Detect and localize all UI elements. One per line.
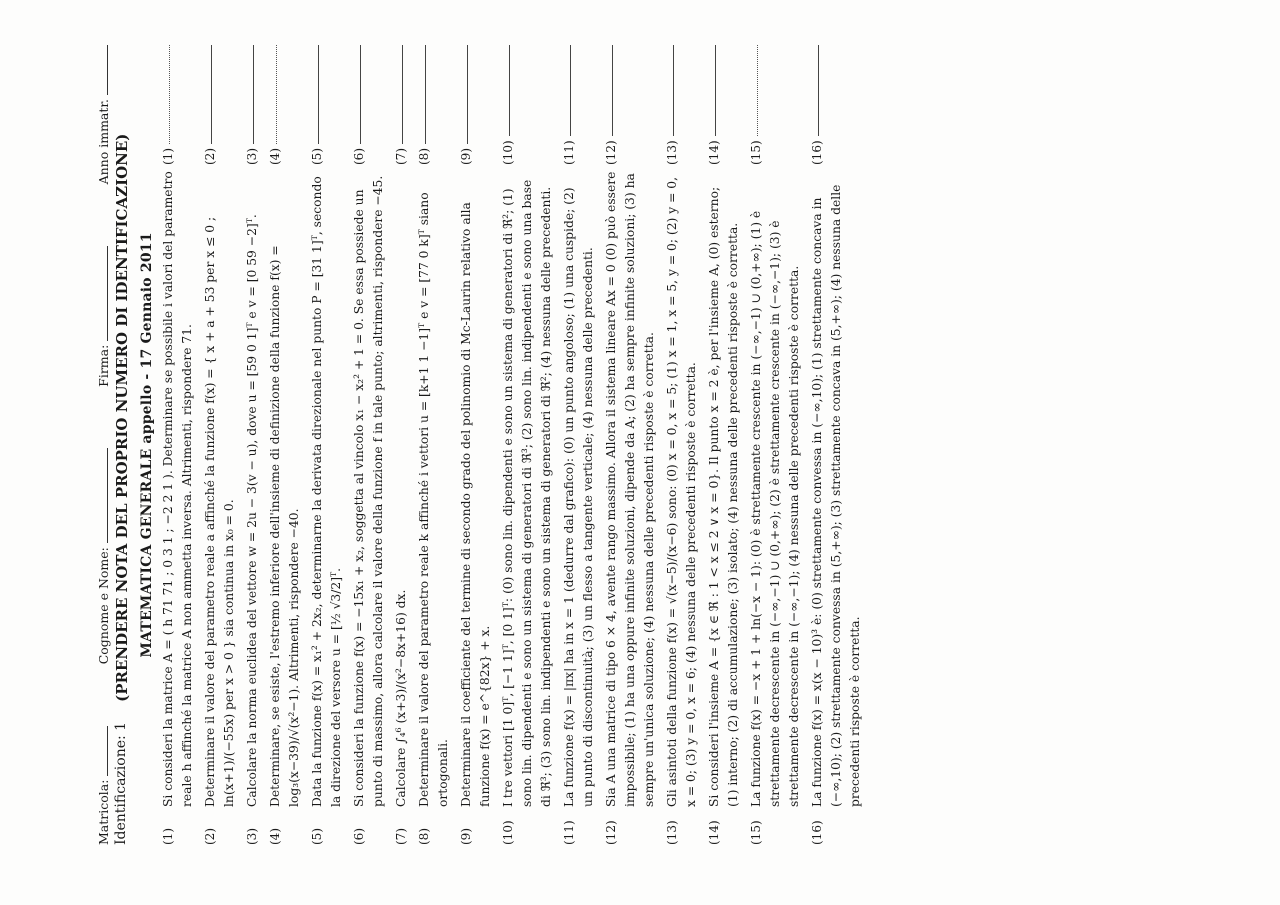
question-row xyxy=(415,45,453,845)
question-number: (12) xyxy=(604,820,618,845)
answer-slot xyxy=(499,45,556,165)
question-text: Determinare il coefficiente del termine di secondo grado del polinomio di Mc-Laurin relativo alla funzione f(x) = e^{82x} + x. xyxy=(459,202,492,807)
answer-line xyxy=(159,45,170,144)
question-text: Determinare il valore del parametro reale a affinché la funzione f(x) = { x + a + 53 per x ≤ 0 ; ln(x+1)/(−55x) per x > 0 } sia continua in x₀ = 0. xyxy=(203,216,236,807)
answer-slot xyxy=(350,45,388,165)
question-number: (16) xyxy=(810,820,824,845)
answer-line xyxy=(266,45,277,144)
answer-line xyxy=(392,45,403,144)
answer-line xyxy=(415,45,426,144)
answer-label: (7) xyxy=(394,148,408,165)
answer-label: (6) xyxy=(352,148,366,165)
answer-slot xyxy=(705,45,743,165)
question-number: (14) xyxy=(707,820,721,845)
answer-line xyxy=(201,45,212,144)
answer-slot xyxy=(415,45,453,165)
answer-slot xyxy=(243,45,262,165)
identification-note: (PRENDERE NOTA DEL PROPRIO NUMERO DI IDENTIFICAZIONE) xyxy=(113,133,131,702)
question-row xyxy=(747,45,804,845)
answer-label: (12) xyxy=(604,140,618,165)
question-row xyxy=(663,45,701,845)
question-text: Si consideri la matrice A = ( h 71 71 ; 0 3 1 ; −2 2 1 ). Determinare se possibile i valori del parametro reale h affinché la matrice A non ammetta inversa. Altrimenti, rispondere 71. xyxy=(161,171,194,807)
question-row xyxy=(560,45,598,845)
answer-line xyxy=(350,45,361,144)
answer-line xyxy=(747,45,758,136)
question-text: Si consideri l'insieme A = {x ∈ ℜ : 1 < x ≤ 2 ∨ x = 0}. Il punto x = 2 è, per l'insieme A, (0) esterno; (1) interno; (2) di accumulazione; (3) isolato; (4) nessuna delle precedenti risposte è corretta. xyxy=(707,186,740,807)
question-text: La funzione f(x) = |πx| ha in x = 1 (dedurre dal grafico): (0) un punto angoloso; (1) una cuspide; (2) un punto di discontinuità; (3) un flesso a tangente verticale; (4) nessuna delle precedenti. xyxy=(562,187,595,807)
answer-label: (13) xyxy=(665,140,679,165)
question-text: Gli asintoti della funzione f(x) = √(x−5)/(x−6) sono: (0) x = 0, x = 5; (1) x = 1, x = 5, y = 0; (2) y = 0, x = 0; (3) y = 0, x = 6; (4) nessuna delle precedenti risposte è corretta. xyxy=(665,176,698,807)
nome-label: Cognome e Nome: xyxy=(96,547,111,665)
question-number: (7) xyxy=(394,828,408,845)
anno-label: Anno immatr. xyxy=(96,99,111,185)
answer-slot xyxy=(663,45,701,165)
answer-line xyxy=(243,45,254,144)
answer-label: (2) xyxy=(203,148,217,165)
question-row xyxy=(350,45,388,845)
question-row xyxy=(392,45,411,845)
answer-slot xyxy=(308,45,346,165)
question-number: (10) xyxy=(501,820,515,845)
question-row xyxy=(705,45,743,845)
question-text: Data la funzione f(x) = x₁² + 2x₂, determinarne la derivata direzionale nel punto P = [31 1]ᵀ, secondo la direzione del versore u = [½ √3/2]ᵀ. xyxy=(310,176,343,807)
identification-line xyxy=(113,45,131,845)
exam-content xyxy=(96,45,865,845)
question-row xyxy=(457,45,495,845)
question-row xyxy=(308,45,346,845)
question-text: La funzione f(x) = x(x − 10)³ è: (0) strettamente convessa in (−∞,10); (1) strettamente concava in (−∞,10); (2) strettamente convessa in (5,+∞); (3) strettamente concava in (5,+∞); (4) nessuna delle precedenti risposte è corretta. xyxy=(810,184,862,807)
question-number: (11) xyxy=(562,820,576,845)
question-number: (9) xyxy=(459,828,473,845)
answer-slot xyxy=(457,45,495,165)
answer-label: (1) xyxy=(161,148,175,165)
answer-slot xyxy=(201,45,239,165)
question-row xyxy=(808,45,865,845)
answer-line xyxy=(560,45,571,136)
answer-slot xyxy=(602,45,659,165)
answer-line xyxy=(499,45,510,136)
question-text: I tre vettori [1 0]ᵀ, [−1 1]ᵀ, [0 1]ᵀ: (0) sono lin. dipendenti e sono un sistema di generatori di ℜ²; (1) sono lin. dipendenti e sono un sistema di generatori di ℜ³; (2) sono lin. indipendenti e sono una base di ℜ³; (3) sono lin. indipendenti e sono un sistema di generatori di ℜ²; (4) nessuna delle precedenti. xyxy=(501,179,553,807)
answer-line xyxy=(457,45,468,144)
question-number: (6) xyxy=(352,828,366,845)
question-row xyxy=(499,45,556,845)
question-row xyxy=(159,45,197,845)
anno-field xyxy=(96,45,111,184)
answer-line xyxy=(602,45,613,136)
answer-label: (4) xyxy=(268,148,282,165)
question-text: Sia A una matrice di tipo 6 × 4, avente rango massimo. Allora il sistema lineare Ax = 0 (0) può essere impossibile; (1) ha una oppure infinite soluzioni, dipende da A; (2) ha sempre infinite soluzioni; (3) ha sempre un'unica soluzione; (4) nessuna delle precedenti risposte è corretta. xyxy=(604,171,656,807)
answer-line xyxy=(308,45,319,144)
question-number: (13) xyxy=(665,820,679,845)
question-text: Calcolare ∫₄⁶ (x+3)/(x²−8x+16) dx. xyxy=(394,589,408,807)
answer-slot xyxy=(808,45,865,165)
answer-label: (10) xyxy=(501,140,515,165)
question-row xyxy=(602,45,659,845)
question-number: (4) xyxy=(268,828,282,845)
question-row xyxy=(243,45,262,845)
answer-slot xyxy=(747,45,804,165)
answer-label: (5) xyxy=(310,148,324,165)
matricola-field xyxy=(96,726,111,845)
answer-line xyxy=(663,45,674,136)
identification-label: Identificazione: 1 xyxy=(113,721,129,845)
firma-field xyxy=(96,246,111,387)
answer-label: (9) xyxy=(459,148,473,165)
answer-label: (3) xyxy=(245,148,259,165)
answer-line xyxy=(808,45,819,136)
question-number: (5) xyxy=(310,828,324,845)
question-row xyxy=(201,45,239,845)
nome-field xyxy=(96,448,111,664)
question-text: La funzione f(x) = −x + 1 + ln(−x − 1): (0) è strettamente crescente in (−∞,−1) ∪ (0,+∞); (1) è strettamente decrescente in (−∞,−1) ∪ (0,+∞); (2) è strettamente crescente in (−∞,−1); (3) è strettamente decrescente in (−∞,−1); (4) nessuna delle precedenti risposte è corretta. xyxy=(749,210,801,807)
question-text: Determinare, se esiste, l'estremo inferiore dell'insieme di definizione della funzione f(x) = log₃(x−39)/√(x²−1). Altrimenti, rispondere −40. xyxy=(268,245,301,807)
answer-label: (8) xyxy=(417,148,431,165)
question-text: Determinare il valore del parametro reale k affinché i vettori u = [k+1 1 −1]ᵀ e v = [77 0 k]ᵀ siano ortogonali. xyxy=(417,192,450,807)
answer-label: (14) xyxy=(707,140,721,165)
matricola-label: Matricola: xyxy=(96,779,111,845)
question-row xyxy=(266,45,304,845)
question-text: Calcolare la norma euclidea del vettore w = 2u − 3(v − u), dove u = [59 0 1]ᵀ e v = [0 59 −2]ᵀ. xyxy=(245,214,259,807)
answer-slot xyxy=(392,45,411,165)
question-number: (1) xyxy=(161,828,175,845)
firma-label: Firma: xyxy=(96,344,111,387)
answer-label: (11) xyxy=(562,140,576,165)
exam-title: MATEMATICA GENERALE appello - 17 Gennaio 2011 xyxy=(139,232,155,658)
answer-line xyxy=(705,45,716,136)
question-text: Si consideri la funzione f(x) = −15x₁ + x₂, soggetta al vincolo x₁ − x₂² + 1 = 0. Se essa possiede un punto di massimo, allora calcolare il valore della funzione f in tale punto; altrimenti, rispondere −45. xyxy=(352,175,385,807)
question-number: (8) xyxy=(417,828,431,845)
answer-label: (16) xyxy=(810,140,824,165)
question-number: (2) xyxy=(203,828,217,845)
student-info-line xyxy=(96,45,111,845)
question-number: (15) xyxy=(749,820,763,845)
answer-slot xyxy=(560,45,598,165)
answer-slot xyxy=(159,45,197,165)
question-number: (3) xyxy=(245,828,259,845)
answer-label: (15) xyxy=(749,140,763,165)
question-list xyxy=(159,45,865,845)
answer-slot xyxy=(266,45,304,165)
